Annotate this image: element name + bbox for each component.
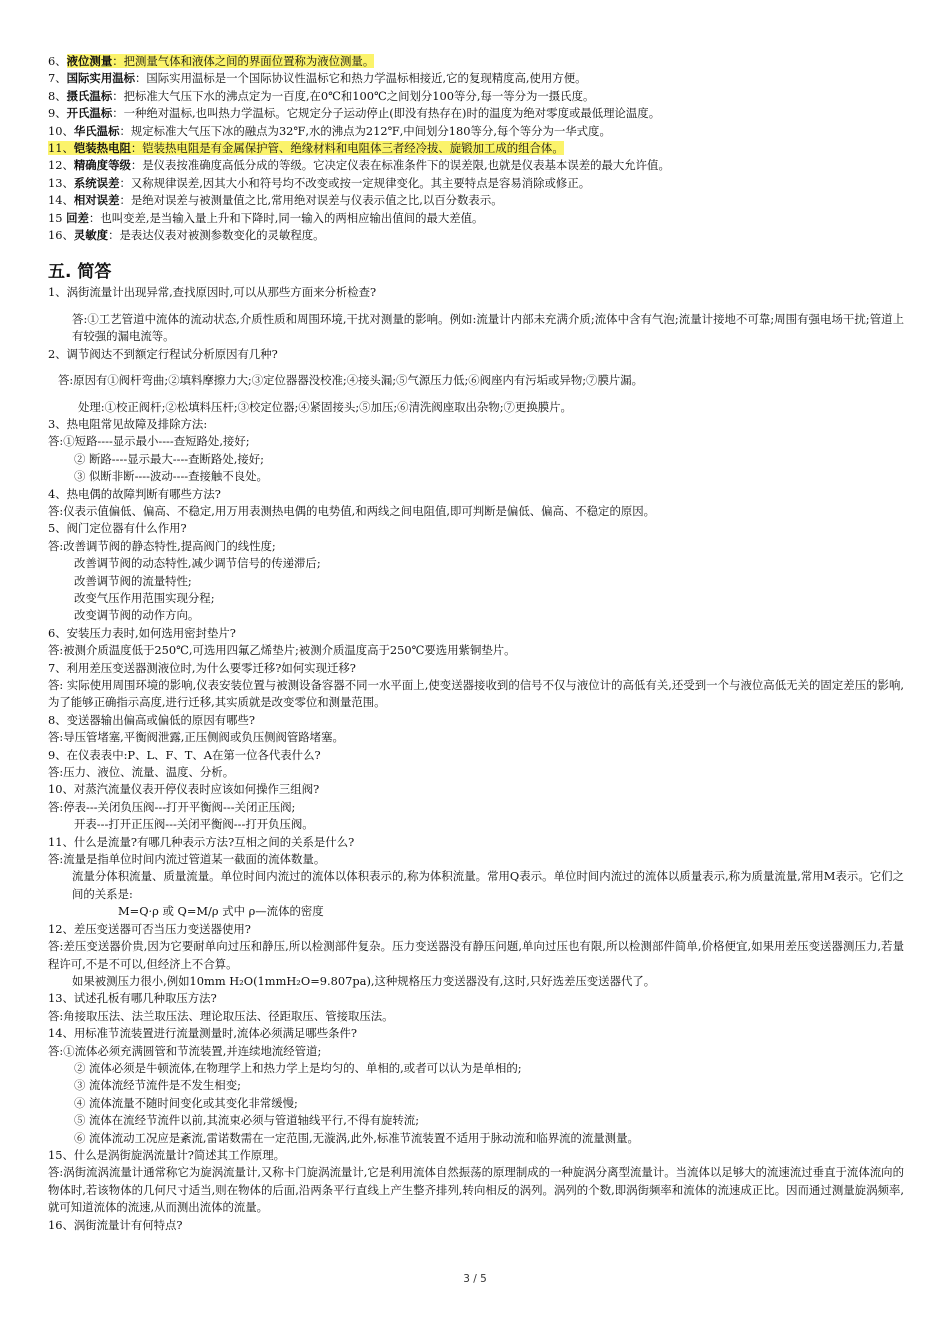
item-number: 10、 <box>48 123 74 138</box>
item-number: 8、 <box>48 88 67 103</box>
question: 13、试述孔板有哪几种取压方法? <box>48 991 217 1006</box>
definition-item <box>48 123 904 140</box>
page-number: 3 / 5 <box>463 1273 487 1285</box>
answer: 答:流量是指单位时间内流过管道某一截面的流体数量。 <box>48 852 326 867</box>
definition-item <box>48 88 904 105</box>
definition-text: ：铠装热电阻是有金属保护管、绝缘材料和电阻体三者经冷拔、旋锻加工成的组合体。 <box>130 141 564 156</box>
answer: ③ 似断非断----波动----查接触不良处。 <box>74 469 268 484</box>
question: 12、差压变送器可否当压力变送器使用? <box>48 921 251 936</box>
item-number: 7、 <box>48 71 67 86</box>
question: 7、利用差压变送器测液位时,为什么要零迁移?如何实现迁移? <box>48 660 356 675</box>
answer: ③ 流体流经节流件是不发生相变; <box>74 1078 241 1093</box>
definition-text: ：把标准大气压下水的沸点定为一百度,在0℃和100℃之间划分100等分,每一等分为一摄氏度。 <box>112 88 595 103</box>
answer: 改善调节阀的动态特性,减少调节信号的传递滞后; <box>74 556 321 571</box>
answer: 开表---打开正压阀---关闭平衡阀---打开负压阀。 <box>74 817 314 832</box>
question: 5、阀门定位器有什么作用? <box>48 521 187 536</box>
definition-item <box>48 157 904 174</box>
question: 1、涡街流量计出现异常,查找原因时,可以从那些方面来分析检查? <box>48 285 377 300</box>
term: 铠装热电阻 <box>73 141 131 156</box>
answer: 答:压力、液位、流量、温度、分析。 <box>48 765 235 780</box>
answer: 答:①工艺管道中流体的流动状态,介质性质和周围环境,干扰对测量的影响。例如:流量计内部未充满介质;流体中含有气泡;流量计接地不可靠;周围有强电场干扰;管道上有较强的漏电流等。 <box>72 311 904 344</box>
question: 6、安装压力表时,如何选用密封垫片? <box>48 625 236 640</box>
definition-text: ：是仪表按准确度高低分成的等级。它决定仪表在标准条件下的误差限,也就是仪表基本误差的最大允许值。 <box>130 158 670 173</box>
answer: 改变气压作用范围实现分程; <box>74 590 215 605</box>
answer: ④ 流体流量不随时间变化或其变化非常缓慢; <box>74 1095 298 1110</box>
answer: 答:①短路----显示最小----查短路处,接好; <box>48 434 250 449</box>
term: 华氏温标 <box>73 123 120 138</box>
definition-text: ：一种绝对温标,也叫热力学温标。它规定分子运动停止(即没有热存在)时的温度为绝对零度或最低理论温度。 <box>112 106 661 121</box>
answer: ⑤ 流体在流经节流件以前,其流束必须与管道轴线平行,不得有旋转流; <box>74 1113 420 1128</box>
question: 10、对蒸汽流量仪表开停仪表时应该如何操作三组阀? <box>48 782 320 797</box>
answer: 答:仪表示值偏低、偏高、不稳定,用万用表测热电偶的电势值,和两线之间电阻值,即可判断是偏低、偏高、不稳定的原因。 <box>48 503 656 518</box>
term: 开氏温标 <box>66 106 113 121</box>
answer: 如果被测压力很小,例如10mm H₂O(1mmH₂O=9.807pa),这种规格压力变送器没有,这时,只好选差压变送器代了。 <box>72 973 656 988</box>
term: 液位测量 <box>66 54 113 68</box>
answer: ② 流体必须是牛顿流体,在物理学上和热力学上是均匀的、单相的,或者可以认为是单相的; <box>74 1060 522 1075</box>
definition-text: ：是绝对误差与被测量值之比,常用绝对误差与仪表示值之比,以百分数表示。 <box>119 193 503 208</box>
answer: 答:停表---关闭负压阀---打开平衡阀---关闭正压阀; <box>48 799 296 814</box>
term: 国际实用温标 <box>66 71 135 86</box>
term: 摄氏温标 <box>66 88 113 103</box>
definition-text: ：又称规律误差,因其大小和符号均不改变或按一定规律变化。其主要特点是容易消除或修正。 <box>119 175 591 190</box>
definition-item <box>48 105 904 122</box>
answer: 答:①流体必须充满圆管和节流装置,并连续地流经管道; <box>48 1043 322 1058</box>
document-body <box>48 53 904 1234</box>
question: 2、调节阀达不到额定行程试分析原因有几种? <box>48 346 278 361</box>
answer: 处理:①校正阀杆;②松填料压杆;③校定位器;④紧固接头;⑤加压;⑥清洗阀座取出杂物;⑦更换膜片。 <box>78 399 572 414</box>
question: 8、变送器输出偏高或偏低的原因有哪些? <box>48 712 255 727</box>
qa-list <box>48 284 904 1234</box>
term: 回差 <box>66 210 89 225</box>
answer: 流量分体积流量、质量流量。单位时间内流过的流体以体积表示的,称为体积流量。常用Q表示。单位时间内流过的流体以质量表示,称为质量流量,常用M表示。它们之间的关系是: <box>72 869 904 901</box>
question: 4、热电偶的故障判断有哪些方法? <box>48 486 221 501</box>
item-number: 13、 <box>48 175 74 190</box>
answer: 答:导压管堵塞,平衡阀泄露,正压侧阀或负压侧阀管路堵塞。 <box>48 730 344 745</box>
answer: 答:差压变送器价贵,因为它要耐单向过压和静压,所以检测部件复杂。压力变送器没有静压问题,单向过压也有限,所以检测部件简单,价格便宜,如果用差压变送器测压力,若量程许可,不是不可以,但经济上不合算。 <box>48 939 904 971</box>
item-number: 15 <box>48 210 67 225</box>
item-number: 14、 <box>48 193 74 208</box>
question: 14、用标准节流装置进行流量测量时,流体必须满足哪些条件? <box>48 1026 357 1041</box>
item-number: 6、 <box>48 54 67 68</box>
answer: ⑥ 流体流动工况应是紊流,雷诺数需在一定范围,无漩涡,此外,标准节流装置不适用于脉动流和临界流的流量测量。 <box>74 1130 639 1145</box>
answer: 改善调节阀的流量特性; <box>74 573 192 588</box>
question: 15、什么是涡街旋涡流量计?简述其工作原理。 <box>48 1147 286 1162</box>
definition-item <box>48 227 904 244</box>
definition-item <box>48 192 904 209</box>
item-number: 11、 <box>48 141 74 156</box>
definition-text: ：规定标准大气压下冰的融点为32℉,水的沸点为212℉,中间划分180等分,每个等分为一华式度。 <box>119 123 611 138</box>
answer: 答: 实际使用周围环境的影响,仪表安装位置与被测设备容器不同一水平面上,使变送器接收到的信号不仅与液位计的高低有关,还受到一个与液位高低无关的固定差压的影响,为了能够正确指示高度,进行迁移,其实质就是改变零位和测量范围。 <box>48 678 904 710</box>
answer: 答:涡街流涡流量计通常称它为旋涡流量计,又称卡门旋涡流量计,它是利用流体自然振荡的原理制成的一种旋涡分离型流量计。当流体以足够大的流速流过垂直于流体流向的物体时,若该物体的几何尺寸适当,则在物体的后面,沿两条平行直线上产生整齐排列,转向相反的涡列。涡列的个数,即涡街频率和流体的流速成正比。因而通过测量旋涡频率,就可知道流体的流速,从而测出流体的流量。 <box>48 1165 904 1215</box>
definition-text: ：国际实用温标是一个国际协议性温标它和热力学温标相接近,它的复现精度高,使用方便。 <box>135 71 587 86</box>
question: 3、热电阻常见故障及排除方法: <box>48 416 208 431</box>
question: 9、在仪表表中:P、L、F、T、A在第一位各代表什么? <box>48 747 321 762</box>
term: 系统误差 <box>73 175 120 190</box>
item-number: 16、 <box>48 228 74 243</box>
item-number: 12、 <box>48 158 74 173</box>
definition-text: ：是表达仪表对被测参数变化的灵敏程度。 <box>108 228 325 243</box>
answer: 改变调节阀的动作方向。 <box>74 608 200 623</box>
answer: ② 断路----显示最大----查断路处,接好; <box>74 451 264 466</box>
definition-text: ：把测量气体和液体之间的界面位置称为液位测量。 <box>112 54 375 68</box>
answer: 答:原因有①阀杆弯曲;②填料摩擦力大;③定位器器没校准;④接头漏;⑤气源压力低;⑥阀座内有污垢或异物;⑦膜片漏。 <box>58 373 644 388</box>
question: 16、涡街流量计有何特点? <box>48 1217 183 1232</box>
question: 11、什么是流量?有哪几种表示方法?互相之间的关系是什么? <box>48 834 355 849</box>
answer: 答:角接取压法、法兰取压法、理论取压法、径距取压、管接取压法。 <box>48 1008 394 1023</box>
term: 精确度等级 <box>73 158 131 173</box>
term: 灵敏度 <box>73 228 109 243</box>
definition-text: ：也叫变差,是当输入量上升和下降时,同一输入的两相应输出值间的最大差值。 <box>88 210 484 225</box>
answer: 答:改善调节阀的静态特性,提高阀门的线性度; <box>48 538 276 553</box>
definition-item <box>48 70 904 87</box>
definition-item <box>48 53 904 70</box>
answer: 答:被测介质温度低于250℃,可选用四氟乙烯垫片;被测介质温度高于250℃要选用紫铜垫片。 <box>48 643 516 658</box>
definition-item <box>48 175 904 192</box>
item-number: 9、 <box>48 106 67 121</box>
definition-item <box>48 140 904 157</box>
term: 相对误差 <box>73 193 120 208</box>
formula: M=Q·ρ 或 Q=M/ρ 式中 ρ—流体的密度 <box>118 904 324 919</box>
section-title: 五. 简答 <box>48 262 112 283</box>
definition-item <box>48 210 904 227</box>
definition-list <box>48 53 904 244</box>
